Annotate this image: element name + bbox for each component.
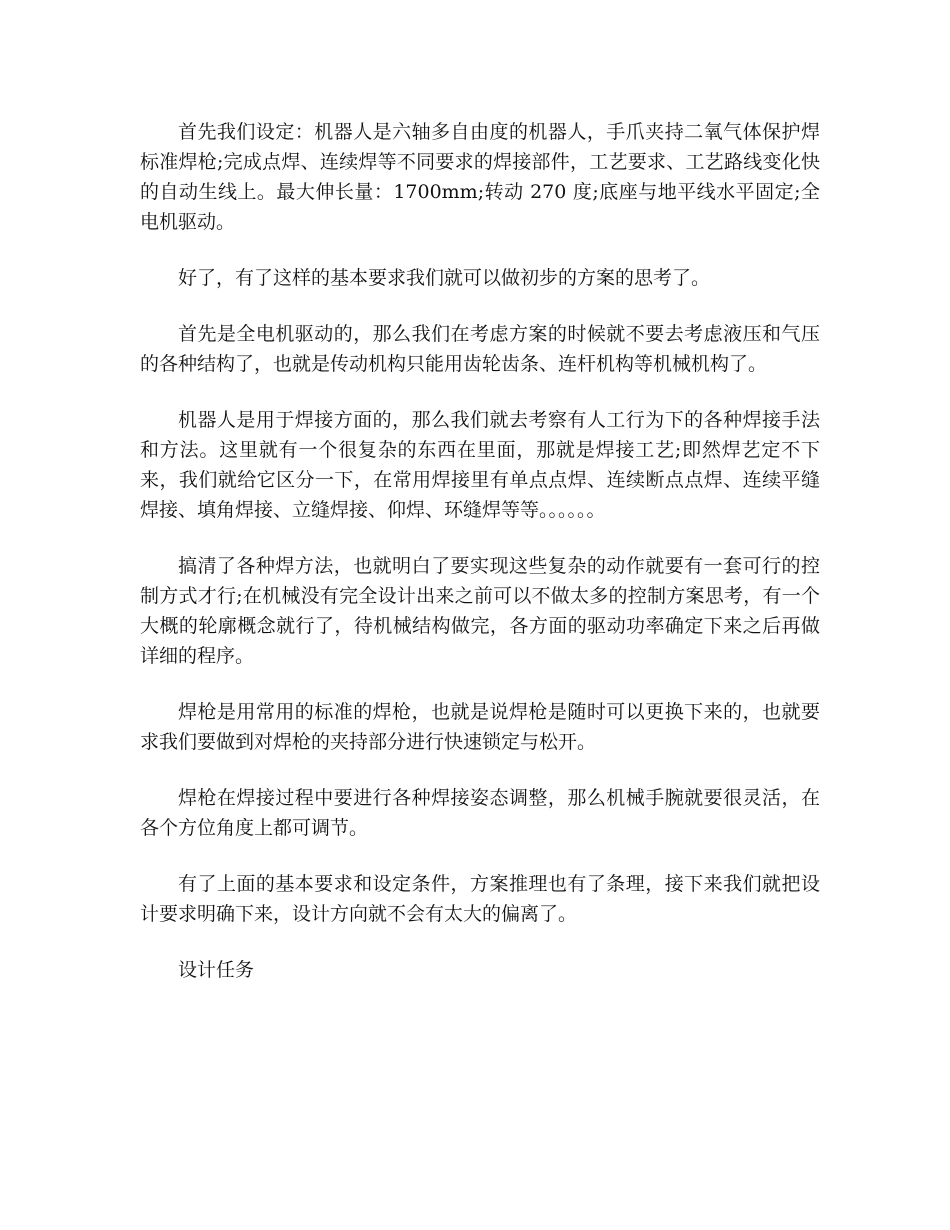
paragraph-7: 焊枪在焊接过程中要进行各种焊接姿态调整，那么机械手腕就要很灵活，在各个方位角度上都可调节。 (140, 787, 820, 839)
paragraph-3: 首先是全电机驱动的，那么我们在考虑方案的时候就不要去考虑液压和气压的各种结构了，也就是传动机构只能用齿轮齿条、连杆机构等机械机构了。 (140, 323, 820, 375)
paragraph-4: 机器人是用于焊接方面的，那么我们就去考察有人工行为下的各种焊接手法和方法。这里就有一个很复杂的东西在里面，那就是焊接工艺;即然焊艺定不下来，我们就给它区分一下，在常用焊接里有单点点焊、连续断点点焊、连续平缝焊接、填角焊接、立缝焊接、仰焊、环缝焊等等。。。。。。 (140, 409, 820, 521)
paragraph-8: 有了上面的基本要求和设定条件，方案推理也有了条理，接下来我们就把设计要求明确下来，设计方向就不会有太大的偏离了。 (140, 873, 820, 925)
paragraph-1: 首先我们设定：机器人是六轴多自由度的机器人，手爪夹持二氧气体保护焊标准焊枪;完成点焊、连续焊等不同要求的焊接部件，工艺要求、工艺路线变化快的自动生线上。最大伸长量：1700mm;转动 270 度;底座与地平线水平固定;全电机驱动。 (140, 121, 820, 233)
paragraph-2: 好了，有了这样的基本要求我们就可以做初步的方案的思考了。 (178, 267, 711, 289)
section-heading: 设计任务 (178, 959, 255, 981)
paragraph-6: 焊枪是用常用的标准的焊枪，也就是说焊枪是随时可以更换下来的，也就要求我们要做到对焊枪的夹持部分进行快速锁定与松开。 (140, 701, 820, 753)
paragraph-5: 搞清了各种焊方法，也就明白了要实现这些复杂的动作就要有一套可行的控制方式才行;在机械没有完全设计出来之前可以不做太多的控制方案思考，有一个大概的轮廓概念就行了，待机械结构做完，各方面的驱动功率确定下来之后再做详细的程序。 (140, 555, 820, 667)
